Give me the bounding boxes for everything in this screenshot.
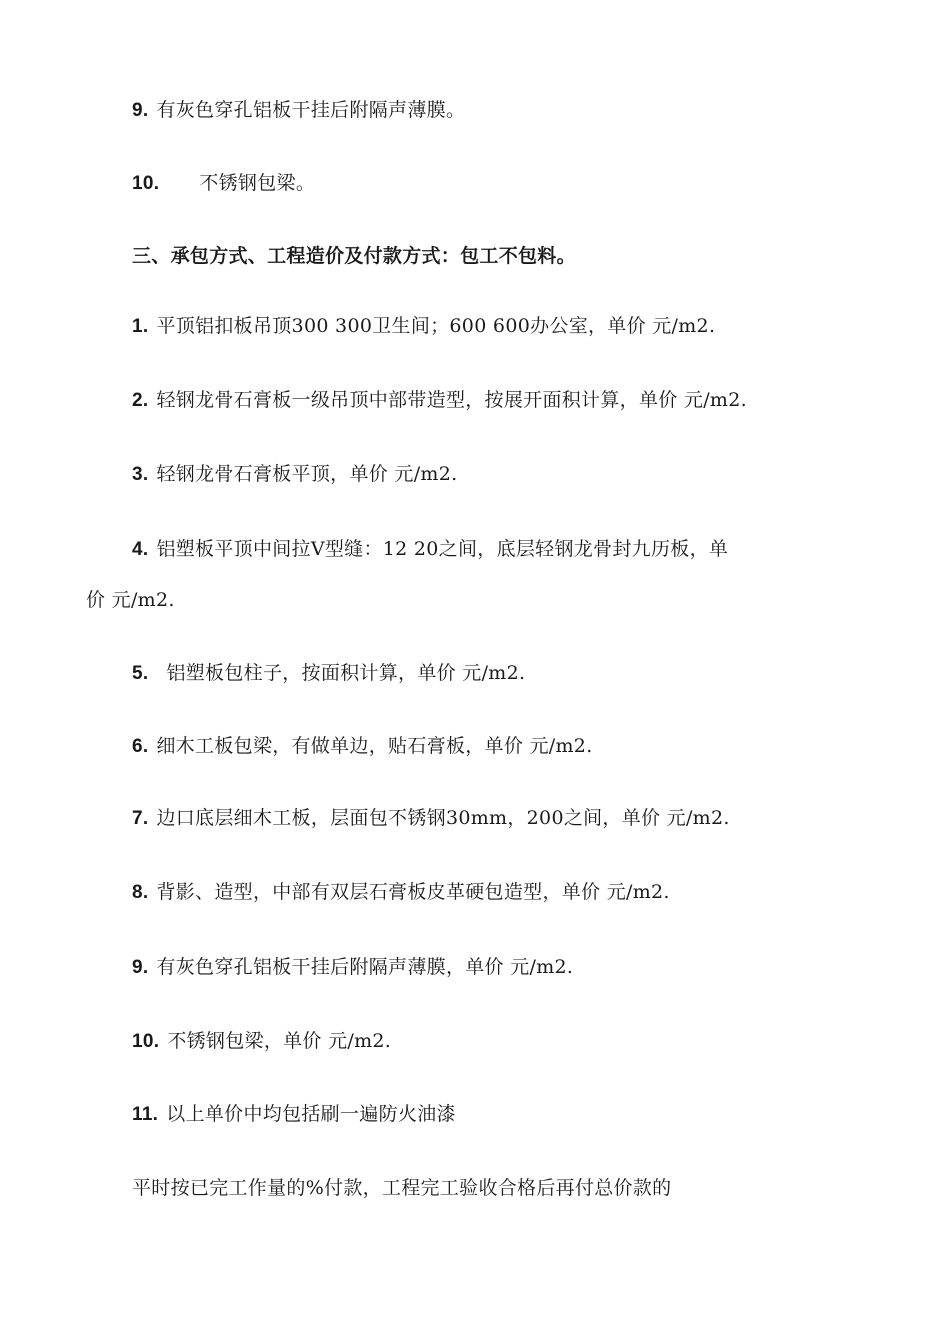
item-text: 铝塑板平顶中间拉Ⅴ型缝：12 20之间，底层轻钢龙骨封九历板，单 (156, 538, 729, 560)
list-item-2 (132, 388, 747, 413)
item-text: 有灰色穿孔铝板干挂后附隔声薄膜。 (156, 99, 466, 121)
list-item-7 (132, 806, 730, 831)
item-text: 细木工板包梁，有做单边，贴石膏板，单价 元/m2. (156, 735, 593, 757)
section-heading: 三、承包方式、工程造价及付款方式：包工不包料。 (132, 245, 576, 267)
item-number: 6. (132, 736, 149, 757)
item-text: 平顶铝扣板吊顶300 300卫生间；600 600办公室，单价 元/m2. (156, 315, 716, 337)
list-item-10 (132, 1029, 391, 1054)
item-number: 11. (132, 1104, 159, 1125)
list-item-9-prev (132, 98, 465, 123)
list-item-10-prev (132, 171, 315, 196)
item-number: 1. (132, 316, 149, 337)
item-number: 9. (132, 957, 149, 978)
item-text: 不锈钢包梁。 (199, 172, 316, 194)
list-item-5 (132, 661, 525, 686)
item-text: 有灰色穿孔铝板干挂后附隔声薄膜，单价 元/m2. (156, 956, 574, 978)
item-number: 3. (132, 464, 149, 485)
item-number: 5. (132, 663, 149, 684)
list-item-11 (132, 1102, 456, 1127)
item-number: 7. (132, 808, 149, 829)
item-text: 以上单价中均包括刷一遍防火油漆 (166, 1103, 456, 1125)
item-number: 9. (132, 100, 149, 121)
item-text: 背影、造型，中部有双层石膏板皮革硬包造型，单价 元/m2. (156, 881, 670, 903)
item-text: 轻钢龙骨石膏板一级吊顶中部带造型，按展开面积计算，单价 元/m2. (156, 389, 747, 411)
item-text: 不锈钢包梁，单价 元/m2. (167, 1030, 392, 1052)
item-text: 轻钢龙骨石膏板平顶，单价 元/m2. (156, 463, 458, 485)
item-number: 10. (132, 173, 160, 194)
list-item-8 (132, 880, 670, 905)
list-item-9 (132, 955, 573, 980)
item-text: 边口底层细木工板，层面包不锈钢30mm，200之间，单价 元/m2. (156, 807, 730, 829)
list-item-4 (132, 537, 728, 562)
item-number: 10. (132, 1031, 160, 1052)
list-item-4-continuation: 价 元/m2. (86, 589, 175, 611)
payment-paragraph: 平时按已完工作量的%付款，工程完工验收合格后再付总价款的 (132, 1177, 672, 1199)
item-text: 铝塑板包柱子，按面积计算，单价 元/m2. (166, 662, 526, 684)
item-number: 2. (132, 390, 149, 411)
item-number: 4. (132, 539, 149, 560)
list-item-1 (132, 314, 715, 339)
list-item-3 (132, 462, 457, 487)
list-item-6 (132, 734, 593, 759)
item-number: 8. (132, 882, 149, 903)
